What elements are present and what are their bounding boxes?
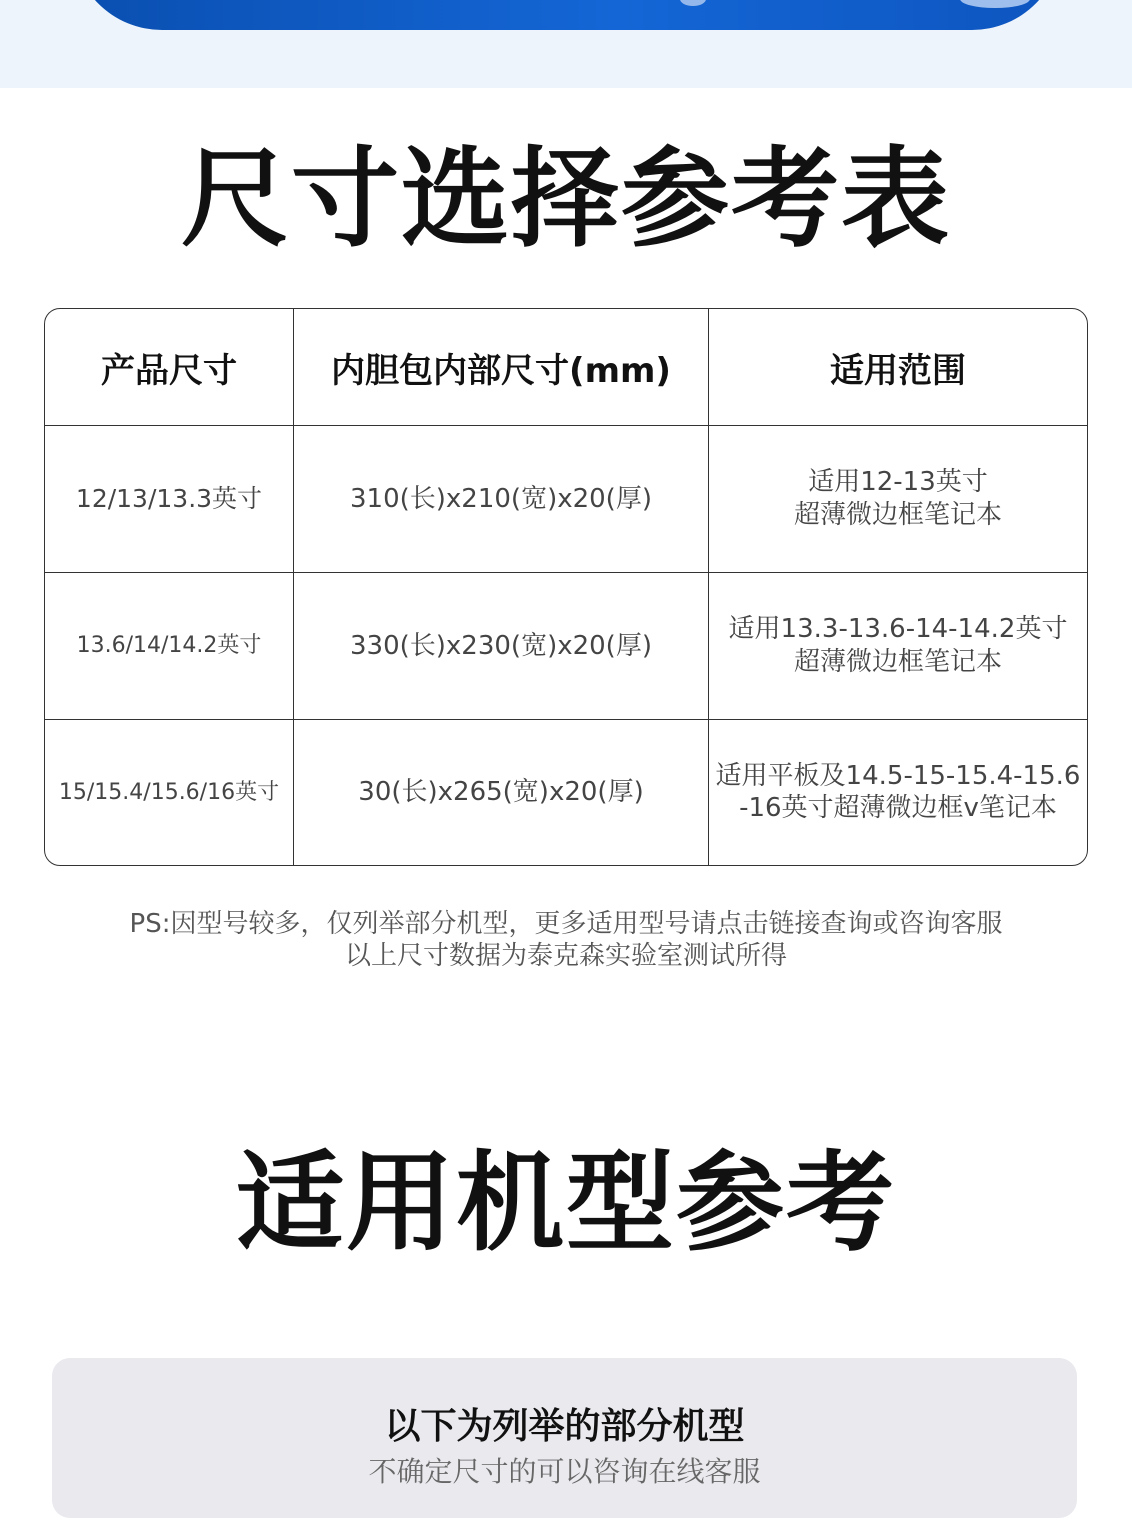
models-card-subtitle: 不确定尺寸的可以咨询在线客服 [368,1455,761,1488]
fit-range-line: 适用13.3-13.6-14-14.2英寸 [728,614,1068,645]
fit-range-line: -16英寸超薄微边框v笔记本 [739,793,1057,824]
cell-product-size: 15/15.4/15.6/16英寸 [45,719,294,865]
header-product-size: 产品尺寸 [45,309,294,426]
fit-range-line: 适用12-13英寸 [808,467,988,498]
footnote-lab: 以上尺寸数据为泰克森实验室测试所得 [344,941,787,971]
table-row [45,572,1087,719]
fit-range-line: 超薄微边框笔记本 [793,499,1002,530]
table-row [45,426,1087,573]
cell-inner-size: 30(长)x265(宽)x20(厚) [294,719,709,865]
header-fit-range: 适用范围 [709,309,1088,426]
cell-product-size: 12/13/13.3英寸 [45,426,294,573]
fit-range-line: 超薄微边框笔记本 [793,646,1002,677]
models-card-title: 以下为列举的部分机型 [384,1406,745,1447]
header-inner-size: 内胆包内部尺寸(mm) [294,309,709,426]
cell-fit-range [709,719,1088,865]
cell-fit-range [709,572,1088,719]
size-chart-table [44,308,1088,866]
cell-inner-size: 310(长)x210(宽)x20(厚) [294,426,709,573]
top-banner [0,0,1132,88]
cell-fit-range [709,426,1088,573]
size-chart-title: 尺寸选择参考表 [180,137,951,262]
models-card [52,1358,1077,1518]
cell-inner-size: 330(长)x230(宽)x20(厚) [294,572,709,719]
cell-product-size: 13.6/14/14.2英寸 [45,572,294,719]
models-title: 适用机型参考 [235,1141,896,1266]
banner-shape [72,0,1062,30]
table-header-row [45,309,1087,426]
table-row [45,719,1087,865]
footnote-models: PS:因型号较多，仅列举部分机型，更多适用型号请点击链接查询或咨询客服 [129,909,1003,939]
fit-range-line: 适用平板及14.5-15-15.4-15.6 [715,760,1081,791]
